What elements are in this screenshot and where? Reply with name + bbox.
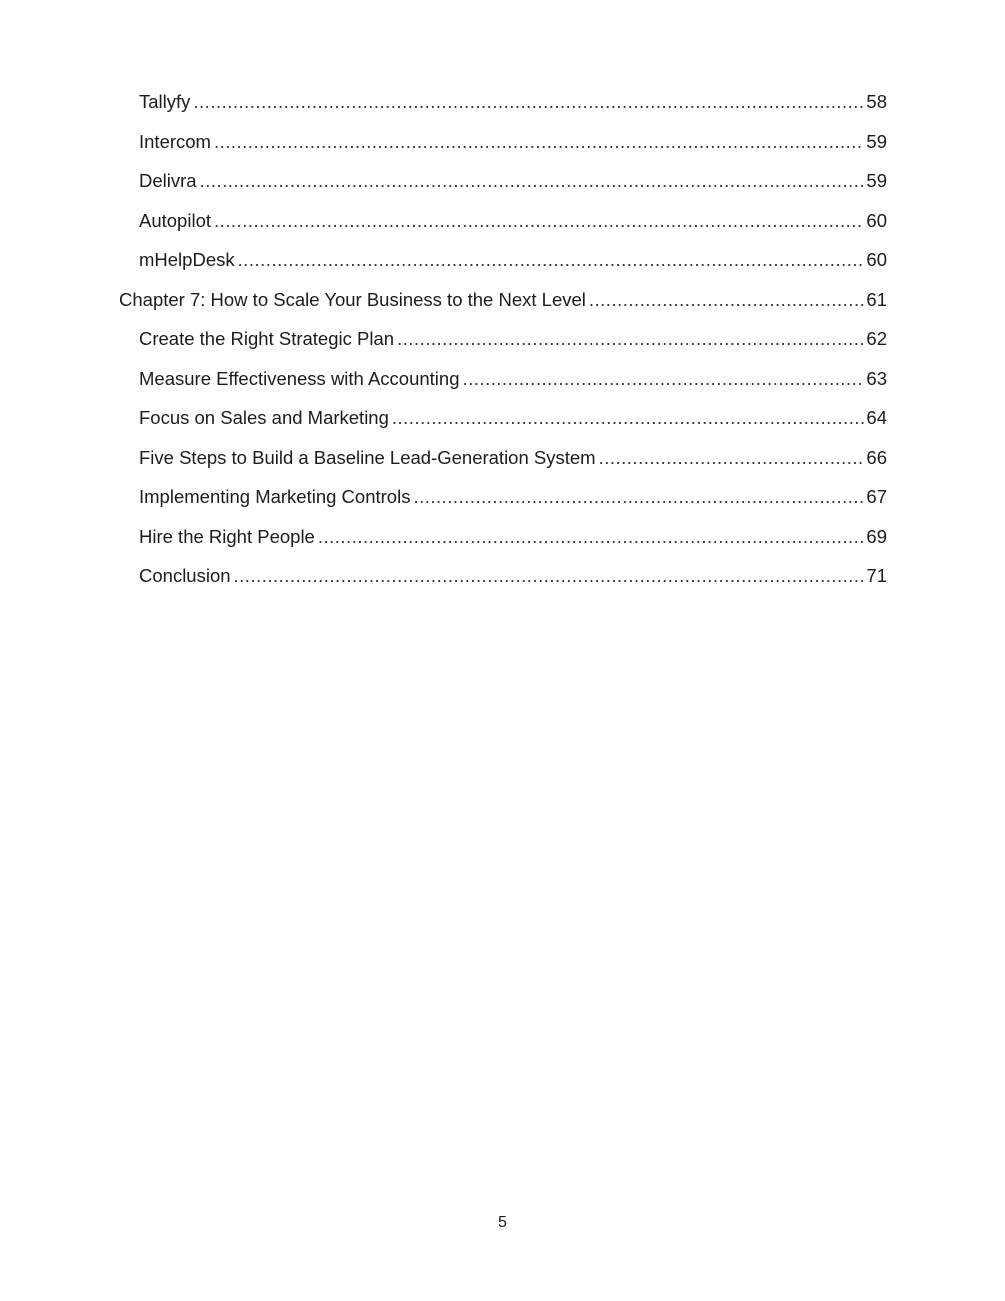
toc-entry-mhelpdesk[interactable]	[119, 245, 887, 285]
toc-entry-page: 60	[866, 209, 887, 231]
toc-entry-page: 59	[866, 130, 887, 152]
toc-entry-delivra[interactable]	[119, 166, 887, 206]
toc-entry-page: 62	[866, 328, 887, 349]
toc-entry-accounting[interactable]	[119, 364, 887, 404]
toc-entry-page: 63	[866, 367, 887, 389]
toc-entry-tallyfy[interactable]	[119, 87, 887, 127]
toc-entry-hire-people[interactable]	[119, 522, 887, 562]
toc-entry-title: Autopilot	[139, 209, 211, 231]
dot-leader	[589, 285, 865, 315]
toc-entry-marketing-controls[interactable]	[119, 482, 887, 522]
dot-leader	[463, 364, 865, 394]
dot-leader	[200, 166, 865, 196]
toc-entry-title: Create the Right Strategic Plan	[139, 328, 395, 349]
dot-leader	[214, 127, 864, 157]
dot-leader	[238, 245, 865, 275]
dot-leader	[214, 206, 864, 236]
toc-entry-page: 61	[866, 288, 887, 310]
toc-entry-page: 60	[866, 249, 887, 270]
toc-entry-intercom[interactable]	[119, 127, 887, 167]
toc-entry-page: 67	[866, 486, 887, 507]
toc-entry-page: 71	[866, 565, 887, 586]
toc-entry-title: Intercom	[139, 130, 211, 152]
dot-leader	[392, 403, 865, 433]
toc-entry-title: Focus on Sales and Marketing	[139, 407, 389, 428]
toc-entry-autopilot[interactable]	[119, 206, 887, 246]
toc-entry-title: Implementing Marketing Controls	[139, 486, 411, 507]
toc-entry-title: Five Steps to Build a Baseline Lead-Generation System	[139, 446, 596, 468]
toc-entry-lead-generation[interactable]	[119, 443, 887, 483]
toc-entry-page: 58	[866, 91, 887, 112]
page-number: 5	[498, 1214, 507, 1231]
toc-entry-page: 59	[866, 170, 887, 191]
toc-entry-page: 64	[866, 407, 887, 428]
dot-leader	[318, 522, 865, 552]
toc-entry-title: Conclusion	[139, 565, 231, 586]
toc-entry-page: 69	[866, 525, 887, 547]
toc-entry-page: 66	[866, 446, 887, 468]
dot-leader	[193, 87, 864, 117]
toc-entry-title: Tallyfy	[139, 91, 191, 112]
toc-entry-chapter-7[interactable]	[119, 285, 887, 325]
table-of-contents	[119, 87, 887, 601]
toc-entry-strategic-plan[interactable]	[119, 324, 887, 364]
dot-leader	[413, 482, 864, 512]
toc-entry-title: Delivra	[139, 170, 197, 191]
toc-entry-title: Chapter 7: How to Scale Your Business to the Next Level	[119, 288, 586, 310]
toc-entry-sales-marketing[interactable]	[119, 403, 887, 443]
toc-entry-title: mHelpDesk	[139, 249, 235, 270]
toc-entry-title: Hire the Right People	[139, 525, 315, 547]
toc-entry-conclusion[interactable]	[119, 561, 887, 601]
dot-leader	[599, 443, 865, 473]
dot-leader	[234, 561, 865, 591]
dot-leader	[397, 324, 864, 354]
toc-entry-title: Measure Effectiveness with Accounting	[139, 367, 460, 389]
